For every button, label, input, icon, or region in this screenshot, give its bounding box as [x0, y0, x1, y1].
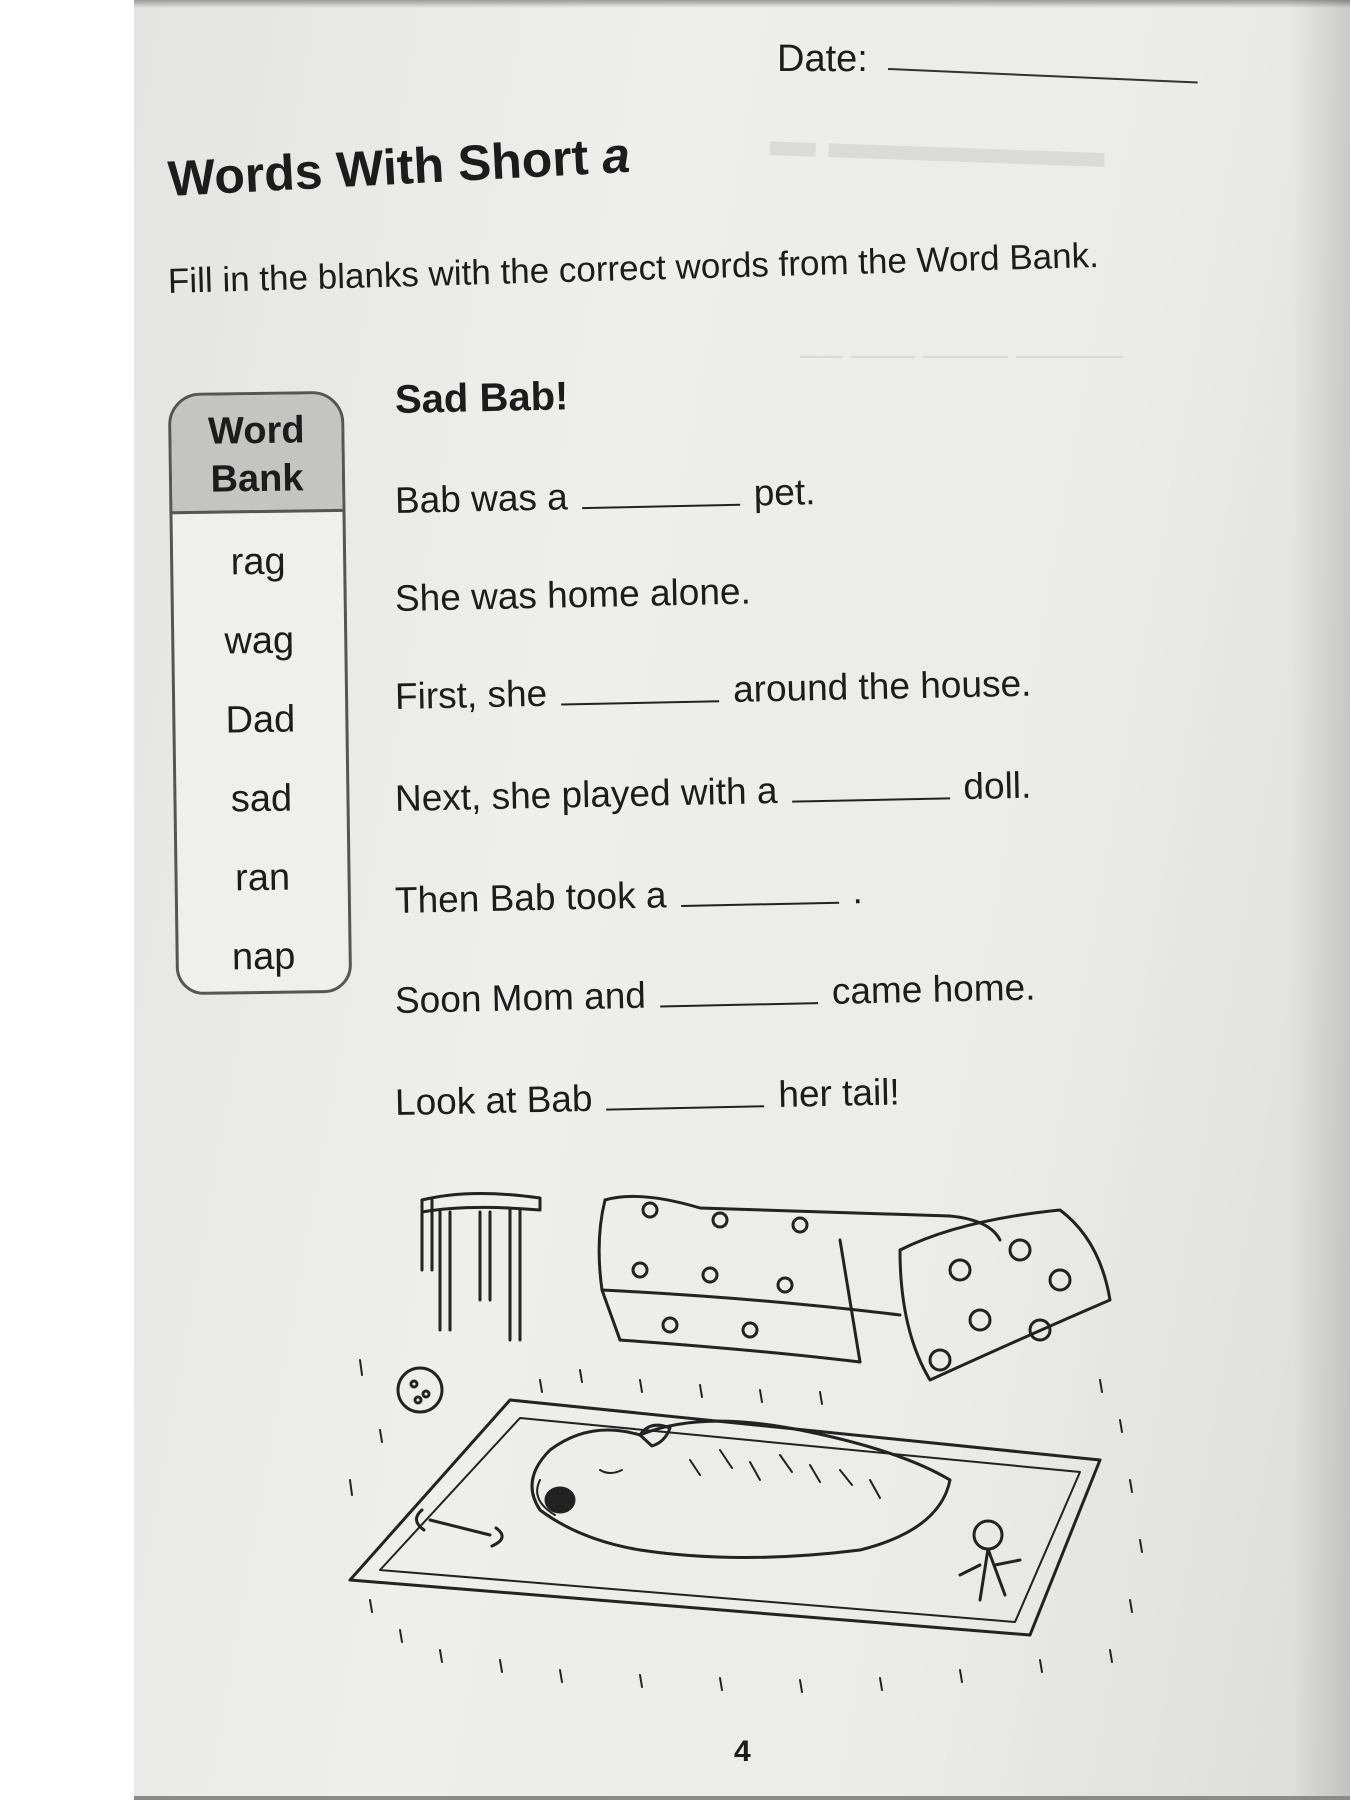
word-bank-heading-line2: Bank [210, 457, 304, 501]
date-label: Date: [777, 38, 868, 80]
couch-icon [599, 1196, 1000, 1362]
bleed-through-lines: ── ─── ──── ───── [800, 340, 1123, 373]
word-bank [168, 391, 352, 995]
page-title-text: Words With Short [166, 128, 604, 207]
word-bank-word: Dad [225, 698, 296, 742]
story-sentence-1 [395, 471, 816, 522]
bleed-through-heading: ▬▬▬▬▬▬ ▬ [769, 113, 1106, 177]
answer-blank[interactable] [606, 1075, 765, 1110]
sentence-text: First, she [394, 672, 548, 717]
rag-doll-icon [960, 1521, 1020, 1600]
sentence-text: Soon Mom and [394, 974, 647, 1021]
sentence-text: Then Bab took a [394, 874, 667, 921]
answer-blank[interactable] [659, 972, 818, 1007]
page-top-shadow [134, 0, 1350, 8]
word-bank-word: ran [234, 856, 291, 900]
page-title-vowel: a [600, 126, 632, 185]
sentence-text: Bab was a [394, 476, 569, 521]
page-bottom-edge [134, 1796, 1350, 1800]
sentence-text: came home. [831, 966, 1036, 1012]
word-bank-word: wag [224, 619, 295, 663]
answer-blank[interactable] [791, 767, 950, 802]
sentence-text: her tail! [777, 1071, 901, 1115]
ball-icon [398, 1368, 442, 1412]
word-bank-heading [171, 394, 343, 514]
sleeping-dog-icon [532, 1421, 950, 1557]
answer-blank[interactable] [581, 474, 740, 509]
chair-icon [422, 1193, 540, 1340]
sentence-text: Look at Bab [394, 1077, 593, 1123]
page-number: 4 [734, 1735, 751, 1768]
word-bank-heading-line1: Word [207, 409, 305, 453]
sentence-text: She was home alone. [394, 570, 752, 619]
sentence-text: . [851, 870, 864, 912]
pillow-icon [900, 1210, 1110, 1380]
answer-blank[interactable] [680, 872, 839, 907]
story-title: Sad Bab! [394, 374, 569, 422]
word-bank-word: rag [230, 540, 286, 584]
story-sentence-2 [395, 571, 752, 620]
story-illustration [340, 1180, 1160, 1700]
sentence-text: pet. [753, 471, 816, 514]
floor-texture [350, 1360, 1142, 1692]
sentence-text: around the house. [732, 662, 1032, 710]
sentence-text: doll. [962, 764, 1032, 808]
word-bank-list [172, 512, 349, 995]
word-bank-word: nap [231, 935, 296, 979]
sentence-text: Next, she played with a [394, 769, 778, 819]
page-binding-shadow [1290, 0, 1350, 1800]
word-bank-word: sad [230, 777, 293, 821]
rug-icon [350, 1400, 1100, 1635]
answer-blank[interactable] [561, 670, 720, 705]
instructions: Fill in the blanks with the correct words from the Word Bank. [167, 236, 1100, 301]
